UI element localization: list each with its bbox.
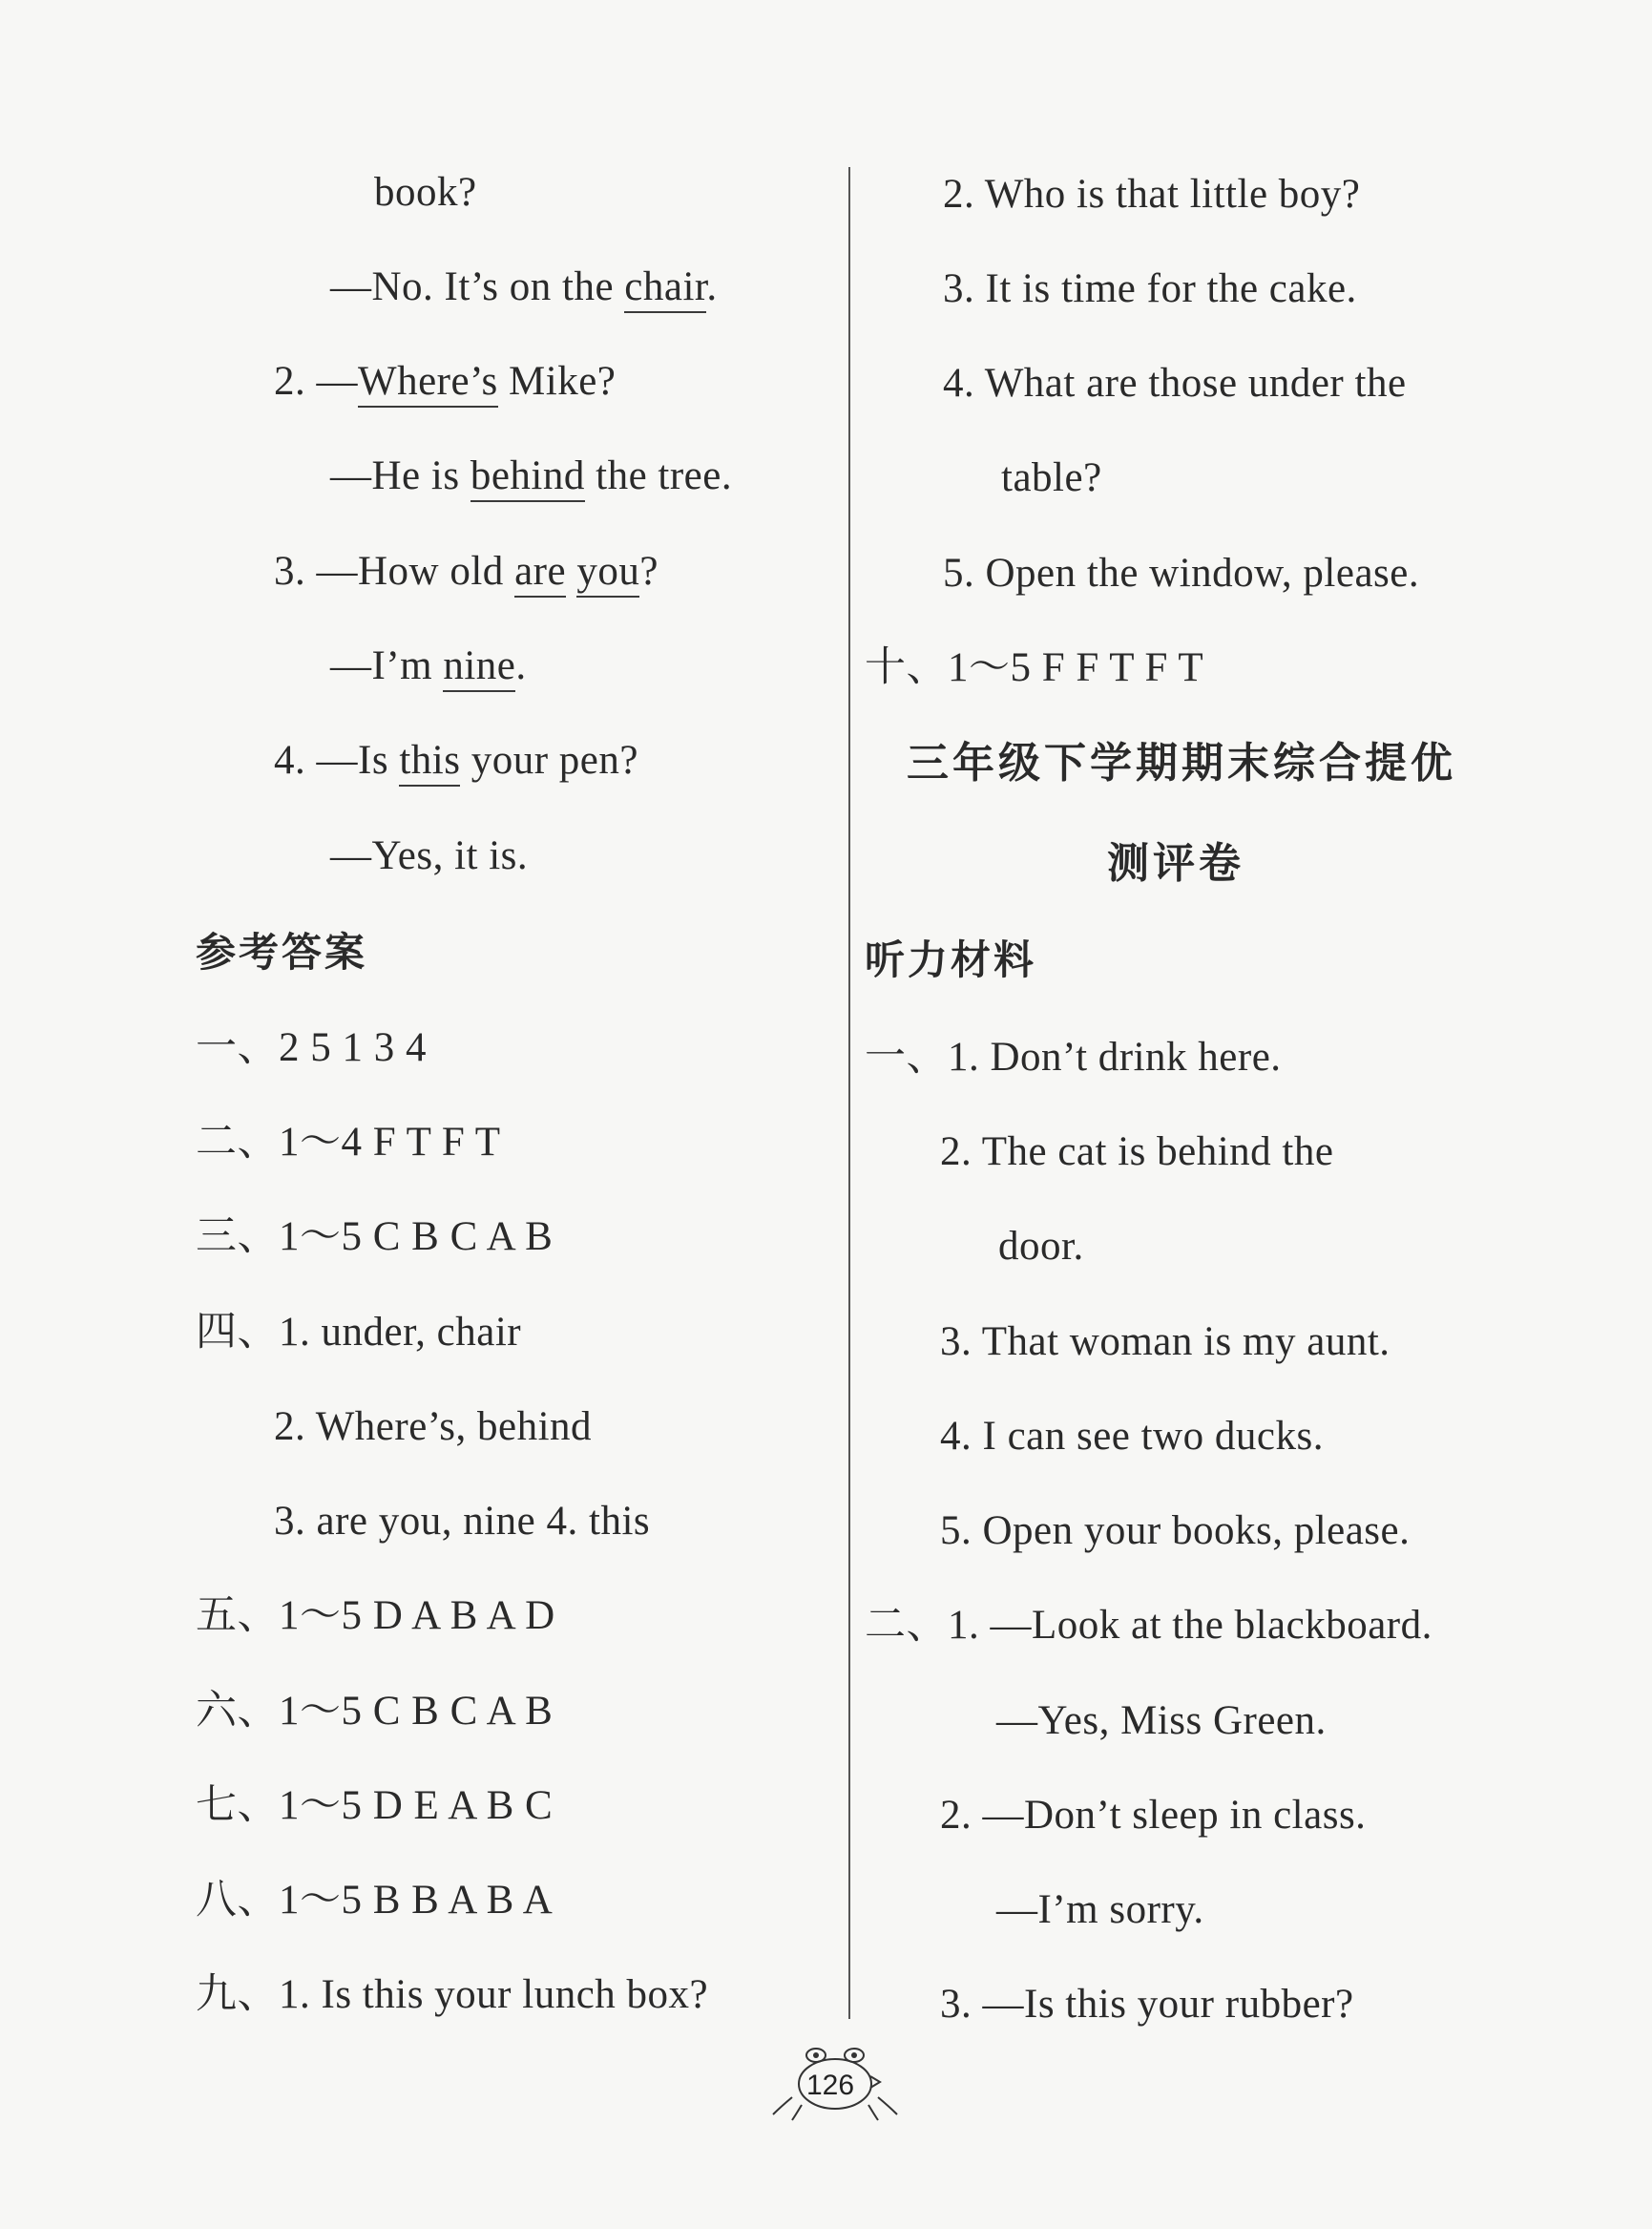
script-line: 2. —Don’t sleep in class. bbox=[940, 1793, 1367, 1838]
answer-line: 六、1～5 C B C A B bbox=[196, 1689, 554, 1734]
script-line: 二、1. —Look at the blackboard. bbox=[865, 1603, 1432, 1648]
text-line: —Yes, it is. bbox=[330, 833, 529, 878]
answer-line: 九、1. Is this your lunch box? bbox=[196, 1972, 709, 2017]
underlined-answer: Where’s bbox=[358, 359, 498, 408]
script-line: 2. The cat is behind the bbox=[940, 1129, 1334, 1174]
text-line: book? bbox=[374, 170, 477, 215]
underlined-answer: this bbox=[399, 738, 460, 787]
text-line: 2. —Where’s Mike? bbox=[274, 361, 616, 402]
column-divider bbox=[848, 167, 850, 2019]
answer-line: 四、1. under, chair bbox=[196, 1310, 522, 1355]
script-line: 一、1. Don’t drink here. bbox=[865, 1035, 1282, 1080]
underlined-answer: are bbox=[514, 549, 566, 598]
test-title: 三年级下学期期末综合提优 bbox=[907, 739, 1456, 788]
text-line: table? bbox=[1001, 455, 1102, 500]
text-line: 3. It is time for the cake. bbox=[943, 266, 1357, 311]
answer-line: 十、1～5 F F T F T bbox=[865, 645, 1204, 690]
answer-line: 一、2 5 1 3 4 bbox=[196, 1025, 427, 1070]
text-line: 5. Open the window, please. bbox=[943, 551, 1420, 596]
underlined-answer: you bbox=[576, 549, 639, 598]
script-line: 5. Open your books, please. bbox=[940, 1508, 1411, 1553]
answer-line: 五、1～5 D A B A D bbox=[196, 1593, 555, 1638]
answer-line: 七、1～5 D E A B C bbox=[196, 1783, 554, 1828]
text-line: 3. —How old are you? bbox=[274, 551, 659, 592]
script-line: —Yes, Miss Green. bbox=[996, 1698, 1327, 1743]
script-line: —I’m sorry. bbox=[996, 1887, 1204, 1932]
text-line: 4. —Is this your pen? bbox=[274, 740, 638, 781]
text-line: —I’m nine. bbox=[330, 645, 527, 686]
script-line: 3. —Is this your rubber? bbox=[940, 1982, 1354, 2027]
text-line: —No. It’s on the chair. bbox=[330, 266, 718, 307]
page-number: 126 bbox=[806, 2070, 855, 2101]
answer-line: 三、1～5 C B C A B bbox=[196, 1214, 554, 1259]
test-title-continued: 测评卷 bbox=[1107, 839, 1244, 888]
answer-line: 八、1～5 B B A B A bbox=[196, 1878, 554, 1923]
script-line: 3. That woman is my aunt. bbox=[940, 1319, 1391, 1364]
section-heading: 参考答案 bbox=[196, 929, 368, 976]
answer-line: 2. Where’s, behind bbox=[274, 1404, 593, 1449]
underlined-answer: nine bbox=[443, 643, 515, 692]
section-heading: 听力材料 bbox=[865, 936, 1037, 983]
text-line: —He is behind the tree. bbox=[330, 455, 732, 496]
answer-line: 二、1～4 F T F T bbox=[196, 1120, 501, 1165]
underlined-answer: chair bbox=[624, 264, 706, 313]
underlined-answer: behind bbox=[471, 453, 585, 502]
text-line: 2. Who is that little boy? bbox=[943, 172, 1361, 217]
text-line: 4. What are those under the bbox=[943, 361, 1407, 406]
script-line: 4. I can see two ducks. bbox=[940, 1414, 1324, 1459]
script-line: door. bbox=[998, 1224, 1084, 1269]
answer-line: 3. are you, nine 4. this bbox=[274, 1499, 651, 1544]
